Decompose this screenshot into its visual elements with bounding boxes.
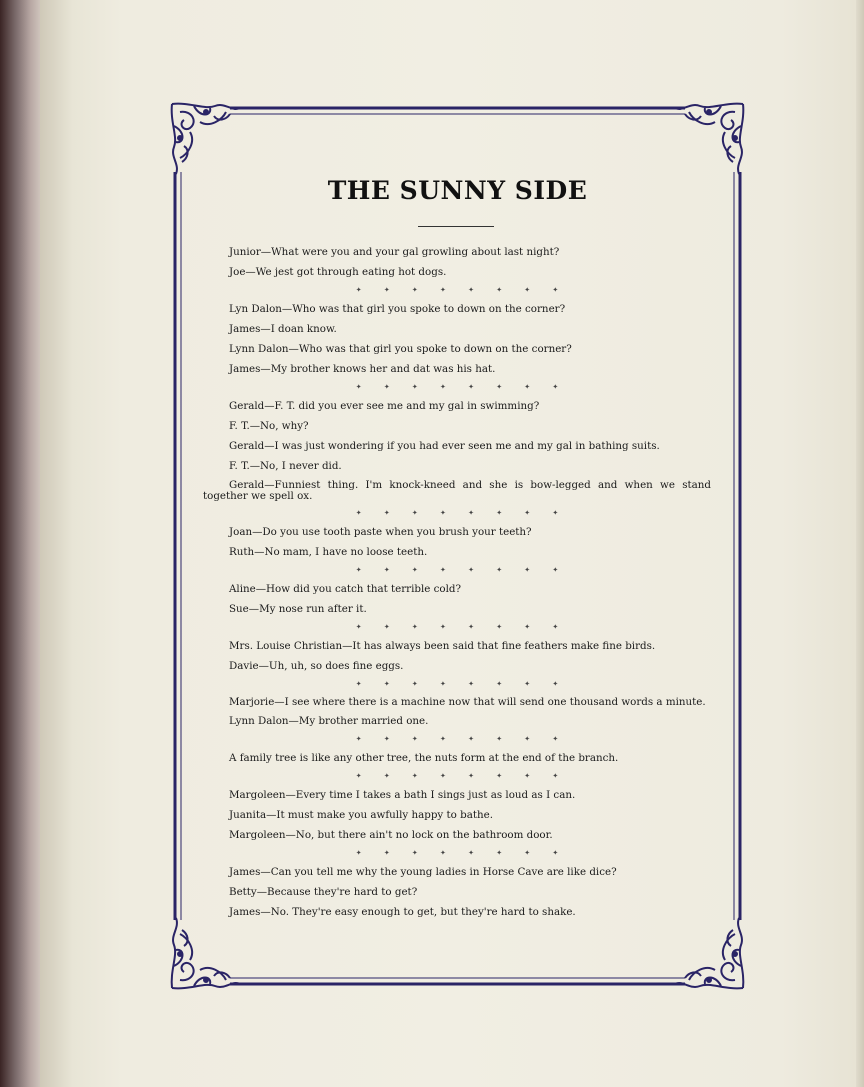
joke-line: F. T.—No, I never did. — [229, 460, 342, 472]
joke-line: Betty—Because they're hard to get? — [229, 886, 418, 898]
book-binding — [0, 0, 44, 1087]
joke-block — [203, 789, 711, 842]
joke-block — [203, 526, 711, 559]
joke-line: A family tree is like any other tree, the nuts form at the end of the branch. — [229, 752, 619, 764]
joke-line: Joan—Do you use tooth paste when you brush your teeth? — [229, 526, 532, 538]
section-separator: ✦ ✦ ✦ ✦ ✦ ✦ ✦ ✦ — [355, 849, 569, 857]
joke-line: Lyn Dalon—Who was that girl you spoke to down on the corner? — [229, 303, 566, 315]
joke-block — [203, 246, 711, 279]
joke-line: Marjorie—I see where there is a machine now that will send one thousand words a minute. — [229, 696, 706, 708]
joke-line: Davie—Uh, uh, so does fine eggs. — [229, 660, 404, 672]
joke-line: James—No. They're easy enough to get, but they're hard to shake. — [229, 906, 576, 918]
joke-line: Mrs. Louise Christian—It has always been said that fine feathers make fine birds. — [229, 640, 656, 652]
joke-block — [203, 303, 711, 376]
joke-block — [203, 400, 711, 502]
section-separator: ✦ ✦ ✦ ✦ ✦ ✦ ✦ ✦ — [355, 623, 569, 631]
section-separator: ✦ ✦ ✦ ✦ ✦ ✦ ✦ ✦ — [355, 680, 569, 688]
section-separator: ✦ ✦ ✦ ✦ ✦ ✦ ✦ ✦ — [355, 566, 569, 574]
jokes-content — [203, 246, 711, 919]
joke-line: Margoleen—No, but there ain't no lock on the bathroom door. — [229, 829, 553, 841]
joke-line: Aline—How did you catch that terrible cold? — [229, 583, 462, 595]
page-title: THE SUNNY SIDE — [327, 176, 588, 205]
joke-block — [203, 866, 711, 919]
joke-line: Gerald—I was just wondering if you had ever seen me and my gal in bathing suits. — [229, 440, 660, 452]
joke-line: Lynn Dalon—Who was that girl you spoke to down on the corner? — [229, 343, 572, 355]
joke-block — [203, 640, 711, 673]
joke-line: Joe—We jest got through eating hot dogs. — [229, 266, 447, 278]
section-separator: ✦ ✦ ✦ ✦ ✦ ✦ ✦ ✦ — [355, 772, 569, 780]
section-separator: ✦ ✦ ✦ ✦ ✦ ✦ ✦ ✦ — [355, 735, 569, 743]
joke-line: James—I doan know. — [229, 323, 337, 335]
joke-line: Junior—What were you and your gal growling about last night? — [229, 246, 560, 258]
joke-block — [203, 697, 711, 728]
section-separator: ✦ ✦ ✦ ✦ ✦ ✦ ✦ ✦ — [355, 286, 569, 294]
joke-line: F. T.—No, why? — [229, 420, 309, 432]
joke-line: Juanita—It must make you awfully happy to bathe. — [229, 809, 493, 821]
joke-line: Margoleen—Every time I takes a bath I sings just as loud as I can. — [229, 789, 576, 801]
joke-block — [203, 752, 711, 765]
joke-line: Gerald—Funniest thing. I'm knock-kneed and she is bow-legged and when we stand together we spell ox. — [203, 479, 711, 502]
title-underline — [418, 226, 494, 227]
section-separator: ✦ ✦ ✦ ✦ ✦ ✦ ✦ ✦ — [355, 509, 569, 517]
joke-line: Gerald—F. T. did you ever see me and my gal in swimming? — [229, 400, 540, 412]
joke-line: James—My brother knows her and dat was his hat. — [229, 363, 496, 375]
joke-block — [203, 583, 711, 616]
section-separator: ✦ ✦ ✦ ✦ ✦ ✦ ✦ ✦ — [355, 383, 569, 391]
joke-line: James—Can you tell me why the young ladies in Horse Cave are like dice? — [229, 866, 617, 878]
joke-line: Sue—My nose run after it. — [229, 603, 367, 615]
page-edge — [856, 0, 864, 1087]
joke-line: Ruth—No mam, I have no loose teeth. — [229, 546, 428, 558]
joke-line: Lynn Dalon—My brother married one. — [229, 715, 429, 727]
